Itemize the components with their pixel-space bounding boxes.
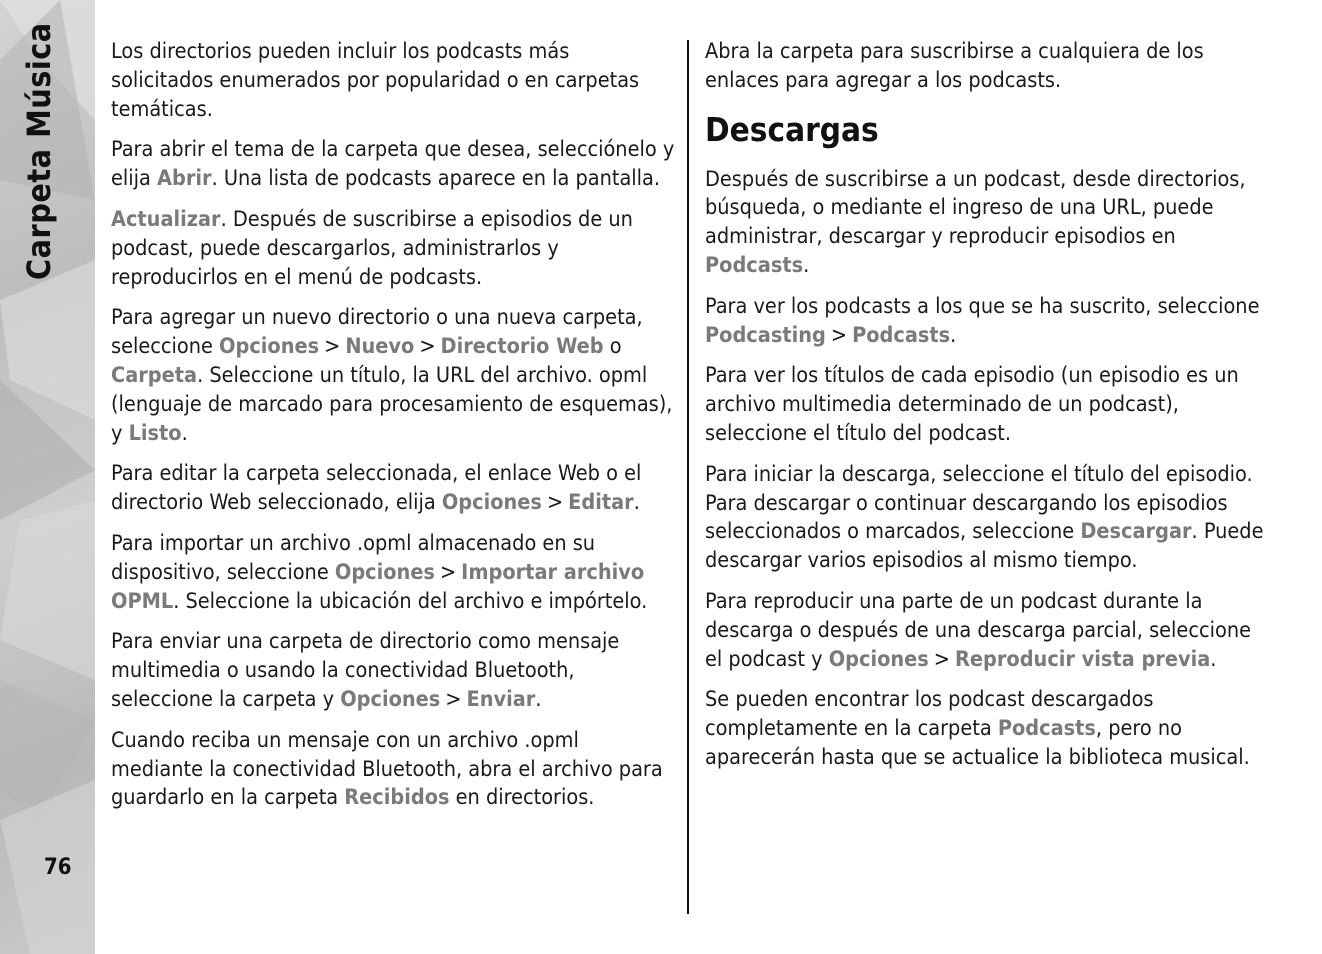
keyword: Editar — [568, 490, 634, 516]
section-title: Carpeta Música — [20, 22, 58, 280]
paragraph: Después de suscribirse a un podcast, desde directorios, búsqueda, o mediante el ingreso de una URL, puede administrar, descargar y reproducir episodios en Podcasts. — [705, 166, 1246, 278]
paragraph: Para enviar una carpeta de directorio como mensaje multimedia o usando la conectividad Bluetooth, seleccione la carpeta y Opciones > Enviar. — [111, 629, 620, 712]
separator: > — [445, 686, 462, 712]
paragraph: Para ver los podcasts a los que se ha suscrito, seleccione Podcasting > Podcasts. — [705, 293, 1260, 348]
section-heading: Descargas — [705, 109, 879, 149]
separator: > — [546, 490, 564, 516]
right-column — [705, 38, 1270, 785]
paragraph: Para importar un archivo .opml almacenado en su dispositivo, seleccione Opciones > Importar archivo OPML. Seleccione la ubicación del archivo e impórtelo. — [111, 530, 648, 614]
separator: > — [419, 334, 436, 360]
paragraph: Para abrir el tema de la carpeta que desea, selecciónelo y elija Abrir. Una lista de podcasts aparece en la pantalla. — [111, 137, 675, 192]
paragraph: Cuando reciba un mensaje con un archivo .opml mediante la conectividad Bluetooth, abra el archivo para guardarlo en la carpeta Recibidos en directorios. — [111, 727, 663, 811]
keyword: Opciones — [219, 334, 320, 360]
page-number: 76 — [44, 855, 72, 880]
paragraph: Para editar la carpeta seleccionada, el enlace Web o el directorio Web seleccionado, elija Opciones > Editar. — [111, 461, 642, 516]
separator: > — [933, 646, 950, 672]
keyword: Podcasting — [705, 322, 826, 348]
keyword: Descargar — [1080, 519, 1192, 545]
keyword: Opciones — [340, 686, 441, 712]
keyword: Opciones — [334, 559, 435, 585]
keyword: Actualizar — [111, 206, 221, 232]
separator: > — [830, 322, 848, 348]
keyword: Carpeta — [111, 362, 198, 388]
keyword: Listo — [128, 420, 182, 446]
paragraph: Para iniciar la descarga, seleccione el título del episodio. Para descargar o continuar descargando los episodios seleccionados o marcados, seleccione Descargar. Puede descargar varios episodios al mismo tiempo. — [705, 461, 1264, 574]
separator: > — [439, 559, 457, 585]
keyword: Podcasts — [705, 252, 804, 278]
keyword: Importar archivo OPML — [111, 559, 645, 614]
separator: > — [324, 334, 341, 360]
keyword: Enviar — [466, 686, 536, 712]
keyword: Directorio Web — [440, 334, 604, 360]
paragraph: Abra la carpeta para suscribirse a cualquiera de los enlaces para agregar a los podcasts. — [705, 39, 1204, 93]
keyword: Nuevo — [345, 334, 415, 360]
left-column — [111, 38, 675, 825]
paragraph: Los directorios pueden incluir los podcasts más solicitados enumerados por popularidad o en carpetas temáticas. — [111, 39, 640, 122]
keyword: Abrir — [157, 166, 212, 192]
keyword: Podcasts — [852, 322, 951, 348]
keyword: Recibidos — [344, 785, 450, 811]
paragraph: Actualizar. Después de suscribirse a episodios de un podcast, puede descargarlos, administrarlos y reproducirlos en el menú de podcasts. — [111, 206, 633, 290]
keyword: Podcasts — [997, 716, 1096, 742]
keyword: Reproducir vista previa — [955, 646, 1211, 672]
paragraph: Para agregar un nuevo directorio o una nueva carpeta, seleccione Opciones > Nuevo > Directorio Web o Carpeta. Seleccione un título, la URL del archivo. opml (lenguaje de marcado para procesamiento de esquemas), y Listo. — [111, 305, 673, 446]
paragraph: Para ver los títulos de cada episodio (un episodio es un archivo multimedia determinado de un podcast), seleccione el título del podcast. — [705, 363, 1239, 446]
paragraph: Se pueden encontrar los podcast descargados completamente en la carpeta Podcasts, pero no aparecerán hasta que se actualice la biblioteca musical. — [705, 687, 1250, 770]
paragraph: Para reproducir una parte de un podcast durante la descarga o después de una descarga parcial, seleccione el podcast y Opciones > Reproducir vista previa. — [705, 588, 1251, 672]
keyword: Opciones — [828, 646, 929, 672]
keyword: Opciones — [441, 490, 542, 516]
column-divider — [687, 40, 689, 914]
